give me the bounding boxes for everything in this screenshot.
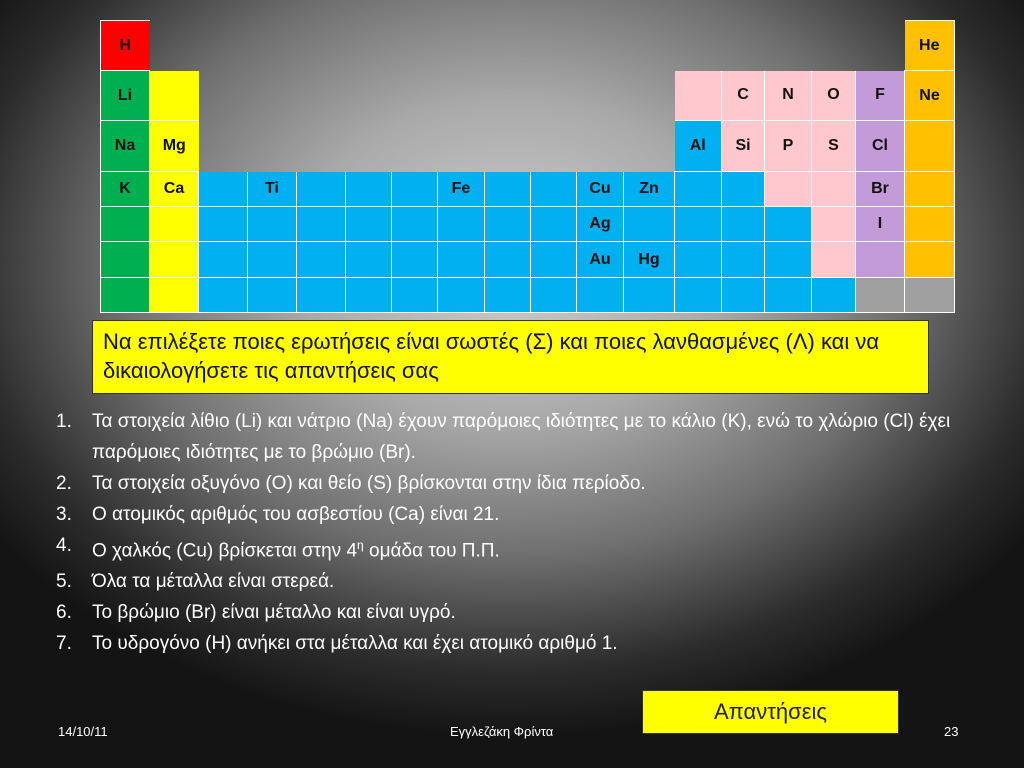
element-cell [248, 242, 297, 278]
element-cell [531, 207, 577, 242]
element-cell [297, 172, 346, 207]
question-number: 4. [56, 535, 72, 556]
element-cell [812, 242, 856, 278]
element-cell [531, 172, 577, 207]
empty-cell [438, 21, 485, 71]
empty-cell [765, 21, 812, 71]
empty-cell [346, 71, 392, 121]
element-cell [485, 242, 531, 278]
element-cu: Cu [577, 172, 624, 207]
answers-button[interactable] [642, 690, 899, 734]
question-item [56, 566, 956, 597]
element-ag: Ag [577, 207, 624, 242]
element-cell [624, 278, 675, 313]
question-text: Τα στοιχεία οξυγόνο (Ο) και θείο (S) βρίσκονται στην ίδια περίοδο. [92, 473, 646, 494]
element-ne: Ne [905, 71, 955, 121]
element-cell [485, 207, 531, 242]
element-hg: Hg [624, 242, 675, 278]
question-number: 7. [56, 633, 72, 655]
empty-cell [248, 121, 297, 172]
question-text: Το βρώμιο (Br) είναι μέταλλο και είναι υγρό. [92, 602, 456, 624]
element-cell [438, 242, 485, 278]
element-cell [392, 242, 438, 278]
element-li: Li [101, 71, 150, 121]
element-cell [101, 242, 150, 278]
element-cell [485, 278, 531, 313]
element-na: Na [101, 121, 150, 172]
element-cell [722, 242, 765, 278]
empty-cell [485, 71, 531, 121]
empty-cell [150, 21, 199, 71]
element-cell [722, 207, 765, 242]
element-cell [905, 207, 955, 242]
question-number: 6. [56, 602, 72, 624]
empty-cell [248, 21, 297, 71]
element-cell [812, 172, 856, 207]
question-number: 5. [56, 571, 72, 593]
empty-cell [812, 21, 856, 71]
element-cell [150, 207, 199, 242]
element-f: F [856, 71, 905, 121]
empty-cell [531, 71, 577, 121]
element-cell [392, 207, 438, 242]
element-cell [675, 172, 722, 207]
empty-cell [199, 21, 248, 71]
superscript-eta: η [357, 538, 364, 552]
element-cell [392, 172, 438, 207]
element-al: Al [675, 121, 722, 172]
element-cell [765, 207, 812, 242]
element-cell [905, 172, 955, 207]
element-s: S [812, 121, 856, 172]
element-cell [346, 172, 392, 207]
element-o: O [812, 71, 856, 121]
empty-cell [438, 121, 485, 172]
question-item [56, 499, 956, 530]
empty-cell [577, 121, 624, 172]
question-number: 1. [56, 411, 72, 432]
element-cell [150, 278, 199, 313]
element-mg: Mg [150, 121, 199, 172]
empty-cell [297, 121, 346, 172]
element-cell [765, 278, 812, 313]
question-text: Το υδρογόνο (Η) ανήκει στα μέταλλα και έχει ατομικό αριθμό 1. [92, 633, 618, 655]
element-cell [577, 278, 624, 313]
empty-cell [577, 21, 624, 71]
question-text-part: ομάδα του Π.Π. [363, 540, 500, 562]
question-item [56, 597, 956, 628]
element-cell [905, 242, 955, 278]
question-list [56, 406, 956, 659]
question-text: Τα στοιχεία λίθιο (Li) και νάτριο (Na) έχουν παρόμοιες ιδιότητες με το κάλιο (Κ), ενώ το χλώριο (Cl) έχει παρόμοιες ιδιότητες με το βρώμιο (Br). [92, 411, 951, 463]
empty-cell [392, 121, 438, 172]
question-text-part: Ο χαλκός (Cu) βρίσκεται στην 4 [92, 540, 358, 562]
question-item [56, 530, 956, 566]
element-cell [856, 242, 905, 278]
element-cell [199, 278, 248, 313]
element-cell [675, 278, 722, 313]
footer-page-number: 23 [944, 724, 959, 739]
element-cell [346, 242, 392, 278]
empty-cell [392, 21, 438, 71]
element-cell [675, 207, 722, 242]
question-item [56, 406, 956, 468]
period-row [101, 21, 955, 71]
element-k: K [101, 172, 150, 207]
empty-cell [624, 121, 675, 172]
element-fe: Fe [438, 172, 485, 207]
element-cell [675, 71, 722, 121]
element-cell [812, 207, 856, 242]
question-item [56, 468, 956, 499]
question-number: 3. [56, 504, 72, 525]
element-cell [297, 278, 346, 313]
empty-cell [297, 71, 346, 121]
question-number: 2. [56, 473, 72, 494]
element-cell [531, 278, 577, 313]
element-cell [765, 172, 812, 207]
element-p: P [765, 121, 812, 172]
element-h: H [101, 21, 150, 71]
element-cell [150, 242, 199, 278]
element-n: N [765, 71, 812, 121]
period-row [101, 242, 955, 278]
question-text [92, 530, 956, 566]
footer-date: 14/10/11 [58, 724, 108, 739]
element-cell [722, 172, 765, 207]
empty-cell [577, 71, 624, 121]
element-cell [765, 242, 812, 278]
element-cell [531, 242, 577, 278]
instruction-box [92, 320, 929, 394]
periodic-table [100, 20, 955, 313]
element-cell [101, 207, 150, 242]
element-cell [392, 278, 438, 313]
empty-cell [624, 21, 675, 71]
empty-cell [248, 71, 297, 121]
empty-cell [438, 71, 485, 121]
element-ca: Ca [150, 172, 199, 207]
element-cell [624, 207, 675, 242]
element-cell [346, 278, 392, 313]
period-row [101, 71, 955, 121]
answers-button-label: Απαντήσεις [713, 699, 828, 724]
element-cell [722, 278, 765, 313]
element-cell [297, 207, 346, 242]
element-cell [675, 242, 722, 278]
element-cell [346, 207, 392, 242]
element-cell [199, 242, 248, 278]
question-text: Ο ατομικός αριθμός του ασβεστίου (Ca) είναι 21. [92, 504, 500, 525]
empty-cell [297, 21, 346, 71]
element-br: Br [856, 172, 905, 207]
empty-cell [346, 21, 392, 71]
element-cell [905, 278, 955, 313]
element-cell [812, 278, 856, 313]
question-item [56, 628, 956, 659]
empty-cell [722, 21, 765, 71]
element-zn: Zn [624, 172, 675, 207]
element-cell [199, 207, 248, 242]
empty-cell [485, 121, 531, 172]
empty-cell [346, 121, 392, 172]
element-cell [150, 71, 199, 121]
element-cell [438, 207, 485, 242]
period-row [101, 278, 955, 313]
element-si: Si [722, 121, 765, 172]
empty-cell [856, 21, 905, 71]
element-ti: Ti [248, 172, 297, 207]
element-cell [101, 278, 150, 313]
empty-cell [675, 21, 722, 71]
empty-cell [392, 71, 438, 121]
footer-author: Εγγλεζάκη Φρίντα [450, 724, 554, 739]
period-row [101, 207, 955, 242]
empty-cell [199, 71, 248, 121]
period-row [101, 172, 955, 207]
element-he: He [905, 21, 955, 71]
empty-cell [485, 21, 531, 71]
empty-cell [531, 21, 577, 71]
instruction-text: Να επιλέξετε ποιες ερωτήσεις είναι σωστές (Σ) και ποιες λανθασμένες (Λ) και να δικαιολογήσετε τις απαντήσεις σας [103, 329, 880, 383]
element-cl: Cl [856, 121, 905, 172]
element-cell [248, 278, 297, 313]
element-cell [438, 278, 485, 313]
question-text: Όλα τα μέταλλα είναι στερεά. [92, 571, 335, 593]
element-cell [856, 278, 905, 313]
element-c: C [722, 71, 765, 121]
element-cell [248, 207, 297, 242]
element-cell [905, 121, 955, 172]
period-row [101, 121, 955, 172]
element-au: Au [577, 242, 624, 278]
empty-cell [199, 121, 248, 172]
element-cell [199, 172, 248, 207]
empty-cell [624, 71, 675, 121]
empty-cell [531, 121, 577, 172]
element-i: I [856, 207, 905, 242]
element-cell [297, 242, 346, 278]
element-cell [485, 172, 531, 207]
